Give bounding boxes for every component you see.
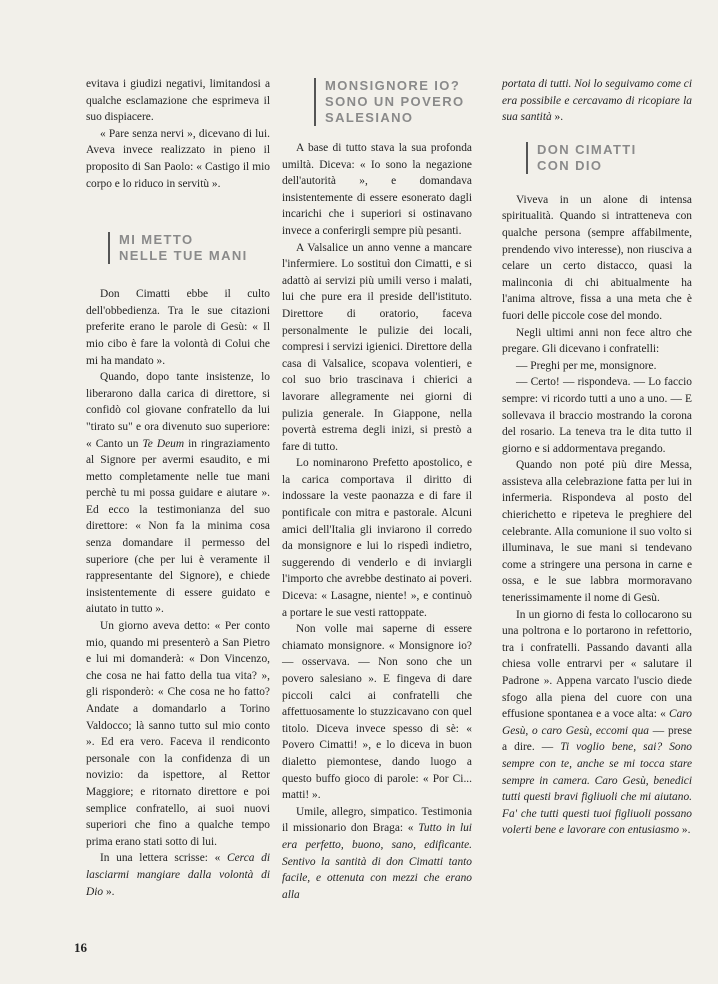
heading-line: SONO UN POVERO xyxy=(325,94,465,109)
paragraph: A Valsalice un anno venne a mancare l'infermiere. Lo sostituì don Cimatti, e si adattò ai servizi più umili verso i malati, lui che pure era il preside dell'istituto. Direttore di oratorio, faceva personalmente le pulizie dei locali, compresi i servizi igienici. Direttore della casa di Valsalice, scopava volentieri, e col suo brio trascinava i chierici a lavorare allegramente nei giorni di pulizia generale. In Giappone, nella povertà estrema degli inizi, si prestò a fare di tutto. xyxy=(282,241,472,453)
heading-line: DON CIMATTI xyxy=(537,141,637,157)
text-span: In una lettera scrisse: « xyxy=(100,852,221,865)
italic-quote: Caro Gesù, o caro Gesù, eccomi qua xyxy=(502,708,692,737)
text-column-left xyxy=(86,76,270,900)
text-column-middle xyxy=(282,76,472,903)
paragraph: Lo nominarono Prefetto apostolico, e la carica comportava il diritto di indossare la veste paonazza e di fare il pontificale con mitra e pastorale. Alcuni amici dell'Italia gli inviarono il corredo da monsignore e lui lo rispedì indietro, suggerendo di venderlo e di inviargli l'importo che avrebbe destinato ai poveri. Diceva: « Lasagne, niente! », e continuò a portare le sue vesti rattoppate. xyxy=(282,457,472,619)
paragraph: — Preghi per me, monsignore. xyxy=(516,359,657,372)
paragraph xyxy=(282,804,472,904)
italic-quote: Tutto in lui era perfetto, buono, sano, edificante. Sentivo la santità di don Cimatti tanto facile, e ottenuta con mezzi che erano alla xyxy=(282,822,472,901)
paragraph: Quando non poté più dire Messa, assisteva alla celebrazione fatta per lui in infermeria. Rispondeva al posto del chierichetto e ripeteva le preghiere del celebrante. Alla comunione il suo volto si illuminava, le sue mani si tendevano come a stringere una persona in carne e ossa, e le sue labbra mormoravano tenerissimamente il nome di Gesù. xyxy=(502,459,692,605)
section-heading xyxy=(108,232,270,264)
paragraph: Quando, dopo tante insistenze, lo liberarono dalla carica di direttore, si confidò col giovane confratello da lui "tirato su" e ora divenuto suo superiore: « Canto un Te Deum in ringraziamento al Signore per avermi esaudito, e mi metto completamente nelle tue mani perchè tu mi possa guidare e aiutare ». Ed ecco la testimonianza del suo direttore: « Non fa la minima cosa senza domandare il permesso del superiore (che per lui è veramente il rappresentante del Signore), e chiede insistentemente di essere guidato e aiutato in tutto ». xyxy=(86,371,270,616)
italic-quote: Cerca di lasciarmi mangiare dalla volontà di Dio xyxy=(86,852,270,898)
section-heading xyxy=(314,78,472,126)
paragraph: Viveva in un alone di intensa spiritualità. Quando si intratteneva con qualche persona (sempre affabilmente, prendendo vivo interesse), non riusciva a celare un certo distacco, quasi la malinconia di chi abitualmente ha l'anima altrove, fissa a una meta che è fuori delle piccole cose del mondo. xyxy=(502,193,692,322)
paragraph: Non volle mai saperne di essere chiamato monsignore. « Monsignore io? — osservava. — Non sono che un povero salesiano ». E fingeva di dare piccoli calci ai confratelli che affettuosamente lo stuzzicavano con quel titolo. Diceva invece spesso di sè: « Povero Cimatti! », e lo diceva in buon dialetto piemontese, dando luogo a questo buffo gioco di parole: « Por Ci... matti! ». xyxy=(282,623,472,802)
paragraph: Un giorno aveva detto: « Per conto mio, quando mi presenterò a San Pietro e lui mi domanderà: « Don Vincenzo, che cosa ne hai fatto della tua vita? », gli risponderò: « Che cosa ne ho fatto? Andate a domandarlo a Torino Valdocco; là sanno tutto sul mio conto ». Ed era vero. Faceva il rendiconto personale con la confidenza di un novizio: da ispettore, al Rettor Maggiore; e ritornato direttore e poi semplice confratello, ai suoi nuovi superiori che fino a qualche tempo prima erano stati sotto di lui. xyxy=(86,620,270,848)
text-column-right xyxy=(502,76,692,839)
paragraph: Negli ultimi anni non fece altro che pregare. Gli dicevano i confratelli: xyxy=(502,326,692,356)
heading-line: NELLE TUE MANI xyxy=(119,248,248,264)
italic-quote: Ti voglio bene, sai? Sono sempre con te, anche se mi tocca stare sempre in camera. Caro Gesù, benedici tutti questi bravi figliuoli che mi aiutano. Fa' che tutti questi tuoi figliuoli possano volerti bene e lavorare con entusiasmo xyxy=(502,741,692,837)
text-span: ». xyxy=(105,885,115,898)
paragraph: Don Cimatti ebbe il culto dell'obbedienza. Tra le sue citazioni preferite erano le parole di Gesù: « Il mio cibo è fare la volontà di Colui che mi ha mandato ». xyxy=(86,288,270,367)
text-span: — prese a dire. — xyxy=(502,724,692,754)
section-heading xyxy=(526,142,692,174)
text-span: ». xyxy=(554,111,564,124)
italic-quote: portata di tutti. Noi lo seguivamo come ci era possibile e cercavamo di ricopiare la sua santità xyxy=(502,78,692,124)
paragraph xyxy=(502,76,692,126)
heading-line: SALESIANO xyxy=(325,110,414,125)
text-span: In un giorno di festa lo collocarono su una poltrona e lo portarono in refettorio, tra i confratelli. Passando davanti alla chiesa volle entrarvi per « salutare il Padrone ». Appena varcato l'uscio diede sfogo alla piena del cuore con una effusione spontanea e a voce alta: « xyxy=(502,608,692,721)
heading-line: MI METTO xyxy=(119,232,194,248)
paragraph xyxy=(86,850,270,900)
text-span: Umile, allegro, simpatico. Testimonia il missionario don Braga: « xyxy=(282,805,472,835)
paragraph: evitava i giudizi negativi, limitandosi a qualche esclamazione che esprimeva il suo dispiacere. xyxy=(86,78,270,124)
paragraph: « Pare senza nervi », dicevano di lui. Aveva invece realizzato in pieno il proposito di San Paolo: « Castigo il mio corpo e lo riduco in servitù ». xyxy=(86,127,270,190)
paragraph: — Certo! — rispondeva. — Lo faccio sempre: vi ricordo tutti a uno a uno. — E sollevava il braccio mostrando la corona del rosario. La teneva tra le dita tutto il giorno e si addormentava pregando. xyxy=(502,376,692,455)
text-span: ». xyxy=(681,824,691,837)
heading-line: CON DIO xyxy=(537,157,603,173)
paragraph xyxy=(502,607,692,839)
heading-line: MONSIGNORE IO? xyxy=(325,78,461,93)
paragraph: A base di tutto stava la sua profonda umiltà. Diceva: « Io sono la negazione dell'autorità », e domandava insistentemente di essere esonerato dagli incarichi che i superiori si ostinavano invece a conferirgli sempre più pesanti. xyxy=(282,142,472,237)
page-number: 16 xyxy=(74,940,87,955)
italic-term: Te Deum xyxy=(142,437,185,450)
